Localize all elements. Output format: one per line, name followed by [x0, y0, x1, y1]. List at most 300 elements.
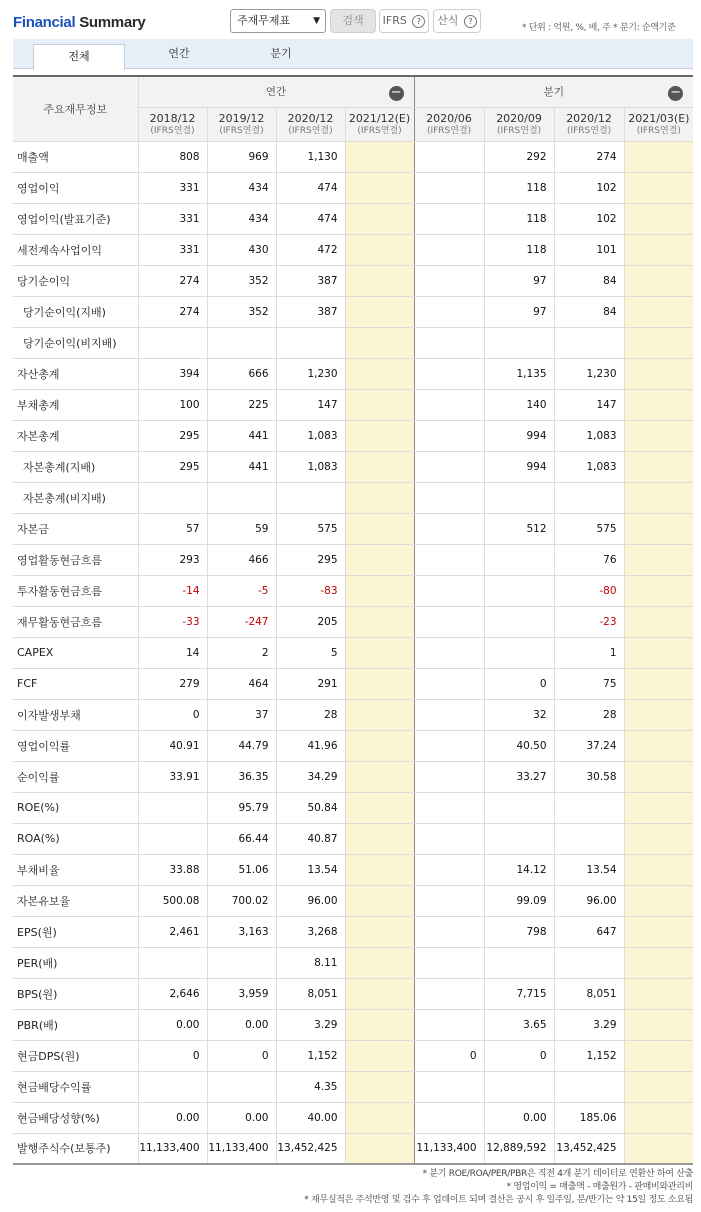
table-cell: 0 — [484, 668, 554, 699]
row-label: BPS(원) — [13, 978, 138, 1009]
row-label: ROA(%) — [13, 823, 138, 854]
row-label: 이자발생부채 — [13, 699, 138, 730]
search-button[interactable]: 검색 — [330, 9, 376, 33]
table-cell — [414, 1102, 484, 1133]
period-header — [414, 107, 484, 141]
row-label: 세전계속사업이익 — [13, 234, 138, 265]
period-header — [624, 107, 693, 141]
period-label: 2019/12 — [218, 112, 265, 125]
row-label: 순이익률 — [13, 761, 138, 792]
table-cell — [414, 389, 484, 420]
table-cell: 1,152 — [276, 1040, 345, 1071]
table-cell — [484, 947, 554, 978]
table-cell — [138, 327, 207, 358]
table-cell — [345, 1009, 414, 1040]
table-cell — [624, 451, 693, 482]
table-cell — [414, 544, 484, 575]
table-cell: 274 — [138, 265, 207, 296]
table-cell: 51.06 — [207, 854, 276, 885]
table-cell — [414, 699, 484, 730]
table-cell — [414, 172, 484, 203]
table-cell — [624, 513, 693, 544]
table-cell: 434 — [207, 203, 276, 234]
table-cell — [624, 234, 693, 265]
table-cell — [484, 792, 554, 823]
table-cell — [624, 916, 693, 947]
table-cell: 3.65 — [484, 1009, 554, 1040]
table-cell — [414, 916, 484, 947]
table-cell: 1,130 — [276, 141, 345, 172]
table-cell: 295 — [138, 420, 207, 451]
table-row — [13, 172, 693, 203]
table-cell: 0.00 — [138, 1009, 207, 1040]
table-cell: 102 — [554, 203, 624, 234]
table-cell: 34.29 — [276, 761, 345, 792]
table-cell: 50.84 — [276, 792, 345, 823]
period-basis: (IFRS연결) — [288, 126, 333, 136]
table-cell — [484, 575, 554, 606]
table-cell: 40.50 — [484, 730, 554, 761]
table-row — [13, 668, 693, 699]
table-cell — [345, 606, 414, 637]
tab-all[interactable]: 전체 — [33, 44, 125, 70]
table-cell — [138, 1071, 207, 1102]
table-cell: 14 — [138, 637, 207, 668]
table-row — [13, 265, 693, 296]
period-label: 2020/06 — [426, 112, 472, 125]
table-row — [13, 730, 693, 761]
period-header — [484, 107, 554, 141]
table-cell — [484, 637, 554, 668]
table-cell: 3,268 — [276, 916, 345, 947]
table-cell — [624, 947, 693, 978]
table-cell — [345, 141, 414, 172]
table-cell: 1,230 — [554, 358, 624, 389]
table-cell: 118 — [484, 172, 554, 203]
table-cell: 8.11 — [276, 947, 345, 978]
table-cell: 32 — [484, 699, 554, 730]
table-cell — [414, 606, 484, 637]
row-label: 매출액 — [13, 141, 138, 172]
table-cell: 37.24 — [554, 730, 624, 761]
period-label: 2021/03(E) — [628, 112, 690, 125]
row-label: 영업이익 — [13, 172, 138, 203]
table-cell — [414, 420, 484, 451]
table-cell — [414, 761, 484, 792]
table-cell: -33 — [138, 606, 207, 637]
table-cell — [345, 730, 414, 761]
row-label: CAPEX — [13, 637, 138, 668]
table-cell — [624, 575, 693, 606]
table-cell — [624, 482, 693, 513]
table-cell: 8,051 — [276, 978, 345, 1009]
table-cell: 28 — [276, 699, 345, 730]
brand-financial: Financial — [13, 14, 76, 31]
row-label: 자본총계 — [13, 420, 138, 451]
table-cell: 352 — [207, 296, 276, 327]
table-cell — [624, 1133, 693, 1164]
table-cell — [414, 513, 484, 544]
table-cell — [624, 265, 693, 296]
table-cell: 0.00 — [207, 1009, 276, 1040]
table-cell: 274 — [554, 141, 624, 172]
help-icon: ? — [412, 15, 425, 28]
period-basis: (IFRS연결) — [566, 126, 612, 136]
table-cell: 466 — [207, 544, 276, 575]
table-cell — [554, 792, 624, 823]
table-cell — [345, 451, 414, 482]
row-label: ROE(%) — [13, 792, 138, 823]
table-cell: 279 — [138, 668, 207, 699]
table-cell: 1 — [554, 637, 624, 668]
table-row — [13, 854, 693, 885]
table-cell: 99.09 — [484, 885, 554, 916]
table-cell — [414, 451, 484, 482]
footnote: * 영업이익 = 매출액 - 매출원가 - 판매비와관리비 — [506, 1182, 693, 1192]
period-basis: (IFRS연결) — [426, 126, 472, 136]
table-cell: 13,452,425 — [554, 1133, 624, 1164]
table-cell: 331 — [138, 172, 207, 203]
table-row — [13, 420, 693, 451]
table-cell: 59 — [207, 513, 276, 544]
table-cell — [414, 265, 484, 296]
table-cell — [484, 327, 554, 358]
period-header — [345, 107, 414, 141]
table-cell — [276, 482, 345, 513]
table-cell — [624, 668, 693, 699]
table-cell: -14 — [138, 575, 207, 606]
table-cell: 666 — [207, 358, 276, 389]
table-cell: 1,152 — [554, 1040, 624, 1071]
ifrs-label: IFRS — [382, 14, 407, 27]
table-cell — [624, 978, 693, 1009]
table-cell: 84 — [554, 265, 624, 296]
row-label: 발행주식수(보통주) — [13, 1133, 138, 1164]
table-cell: 352 — [207, 265, 276, 296]
period-label: 2020/09 — [496, 112, 542, 125]
quarter-group-label: 분기 — [543, 86, 564, 99]
table-cell: 205 — [276, 606, 345, 637]
period-header — [554, 107, 624, 141]
table-cell: 147 — [276, 389, 345, 420]
table-cell — [624, 358, 693, 389]
table-cell — [624, 1040, 693, 1071]
table-cell: 4.35 — [276, 1071, 345, 1102]
table-cell: 472 — [276, 234, 345, 265]
table-cell — [345, 1102, 414, 1133]
annual-group-label: 연간 — [265, 86, 287, 99]
table-row — [13, 389, 693, 420]
table-cell: 118 — [484, 203, 554, 234]
table-cell: -80 — [554, 575, 624, 606]
table-cell: 292 — [484, 141, 554, 172]
table-cell — [207, 947, 276, 978]
table-cell: 13.54 — [554, 854, 624, 885]
table-cell — [345, 699, 414, 730]
table-cell: 147 — [554, 389, 624, 420]
table-cell — [138, 823, 207, 854]
table-cell: 102 — [554, 172, 624, 203]
row-label: 자산총계 — [13, 358, 138, 389]
row-label: 현금배당성향(%) — [13, 1102, 138, 1133]
period-label: 2020/12 — [566, 112, 612, 125]
table-cell — [484, 1071, 554, 1102]
table-cell — [414, 296, 484, 327]
table-cell — [138, 947, 207, 978]
table-cell: 430 — [207, 234, 276, 265]
tab-quarterly[interactable]: 분기 — [270, 47, 292, 60]
table-cell: 394 — [138, 358, 207, 389]
table-cell — [345, 823, 414, 854]
row-label: 자본총계(비지배) — [13, 482, 138, 513]
table-cell: 40.87 — [276, 823, 345, 854]
tab-annual[interactable]: 연간 — [168, 47, 190, 60]
table-cell: 96.00 — [554, 885, 624, 916]
table-cell: 3,959 — [207, 978, 276, 1009]
table-cell: 40.00 — [276, 1102, 345, 1133]
table-cell: 95.79 — [207, 792, 276, 823]
period-basis: (IFRS연결) — [150, 126, 195, 136]
table-row — [13, 234, 693, 265]
table-cell — [345, 513, 414, 544]
annual-group-header — [138, 76, 414, 107]
table-cell — [345, 234, 414, 265]
table-cell — [414, 203, 484, 234]
table-cell: 387 — [276, 296, 345, 327]
table-cell — [624, 606, 693, 637]
table-cell — [345, 916, 414, 947]
table-cell — [414, 141, 484, 172]
table-cell — [345, 668, 414, 699]
table-cell — [345, 358, 414, 389]
period-label: 2021/12(E) — [348, 112, 411, 125]
table-row — [13, 1102, 693, 1133]
table-cell — [345, 172, 414, 203]
table-cell — [345, 265, 414, 296]
row-label: 현금DPS(원) — [13, 1040, 138, 1071]
table-cell: 500.08 — [138, 885, 207, 916]
table-cell — [414, 823, 484, 854]
table-cell: -5 — [207, 575, 276, 606]
table-cell — [484, 482, 554, 513]
table-cell — [276, 327, 345, 358]
statement-type-select[interactable] — [230, 9, 326, 33]
table-cell: 969 — [207, 141, 276, 172]
row-label: 영업이익률 — [13, 730, 138, 761]
table-cell — [345, 203, 414, 234]
table-row — [13, 296, 693, 327]
table-cell — [624, 296, 693, 327]
table-cell — [414, 668, 484, 699]
table-cell: 0.00 — [207, 1102, 276, 1133]
table-cell — [624, 327, 693, 358]
row-label: PER(배) — [13, 947, 138, 978]
table-cell: 441 — [207, 451, 276, 482]
table-cell: 33.91 — [138, 761, 207, 792]
table-cell: 2 — [207, 637, 276, 668]
row-header-label: 주요재무정보 — [13, 76, 138, 141]
financial-summary-table — [13, 75, 693, 1165]
table-cell — [345, 885, 414, 916]
table-cell: 331 — [138, 234, 207, 265]
table-row — [13, 1133, 693, 1164]
table-cell: 0 — [207, 1040, 276, 1071]
row-label: PBR(배) — [13, 1009, 138, 1040]
row-label: 당기순이익(비지배) — [13, 327, 138, 358]
table-cell: 101 — [554, 234, 624, 265]
table-cell — [414, 947, 484, 978]
table-cell — [207, 482, 276, 513]
period-label: 2020/12 — [287, 112, 334, 125]
table-cell: 798 — [484, 916, 554, 947]
table-cell: 0 — [414, 1040, 484, 1071]
table-row — [13, 761, 693, 792]
table-cell — [414, 234, 484, 265]
table-cell — [624, 885, 693, 916]
row-label: 당기순이익 — [13, 265, 138, 296]
table-cell — [345, 327, 414, 358]
period-basis: (IFRS연결) — [636, 126, 681, 136]
row-label: 자본총계(지배) — [13, 451, 138, 482]
row-label: 당기순이익(지배) — [13, 296, 138, 327]
table-cell: 295 — [138, 451, 207, 482]
table-cell: 387 — [276, 265, 345, 296]
table-cell — [414, 854, 484, 885]
table-row — [13, 1071, 693, 1102]
table-cell: 434 — [207, 172, 276, 203]
table-row — [13, 823, 693, 854]
table-cell — [624, 792, 693, 823]
row-label: 투자활동현금흐름 — [13, 575, 138, 606]
table-cell — [624, 637, 693, 668]
period-header — [138, 107, 207, 141]
table-cell — [554, 1071, 624, 1102]
units-note: * 단위 : 억원, %, 배, 주 * 분기: 순액기준 — [522, 23, 676, 33]
table-cell — [624, 761, 693, 792]
table-cell — [624, 544, 693, 575]
table-cell — [414, 327, 484, 358]
period-label: 2018/12 — [149, 112, 196, 125]
table-cell: 994 — [484, 420, 554, 451]
table-cell: -23 — [554, 606, 624, 637]
table-row — [13, 327, 693, 358]
table-cell: 1,135 — [484, 358, 554, 389]
formula-label: 산식 — [437, 14, 459, 27]
table-cell: 28 — [554, 699, 624, 730]
table-cell — [624, 141, 693, 172]
footnotes — [304, 1168, 693, 1207]
table-row — [13, 575, 693, 606]
table-cell — [414, 885, 484, 916]
table-row — [13, 358, 693, 389]
table-cell: 75 — [554, 668, 624, 699]
period-basis: (IFRS연결) — [219, 126, 264, 136]
row-label: 현금배당수익률 — [13, 1071, 138, 1102]
table-cell — [345, 637, 414, 668]
table-cell: 100 — [138, 389, 207, 420]
table-cell: 808 — [138, 141, 207, 172]
table-cell: 575 — [554, 513, 624, 544]
table-cell: 5 — [276, 637, 345, 668]
table-cell — [207, 1071, 276, 1102]
table-cell — [345, 544, 414, 575]
table-cell — [624, 699, 693, 730]
table-row — [13, 482, 693, 513]
table-cell: 274 — [138, 296, 207, 327]
table-cell: -247 — [207, 606, 276, 637]
page-title — [13, 14, 145, 31]
collapse-annual-icon[interactable]: − — [389, 86, 404, 101]
table-cell — [345, 978, 414, 1009]
period-basis: (IFRS연결) — [496, 126, 542, 136]
table-cell: 13.54 — [276, 854, 345, 885]
table-row — [13, 203, 693, 234]
period-tabs — [13, 39, 693, 69]
table-cell: 84 — [554, 296, 624, 327]
table-cell: 1,083 — [554, 420, 624, 451]
table-cell — [414, 358, 484, 389]
table-cell: 1,083 — [554, 451, 624, 482]
table-cell: 474 — [276, 203, 345, 234]
table-cell: 96.00 — [276, 885, 345, 916]
table-cell — [414, 730, 484, 761]
ifrs-help-button[interactable] — [379, 9, 429, 33]
table-cell — [624, 389, 693, 420]
table-cell: 11,133,400 — [414, 1133, 484, 1164]
table-cell — [207, 327, 276, 358]
table-row — [13, 513, 693, 544]
table-cell — [624, 172, 693, 203]
table-cell — [554, 482, 624, 513]
table-cell: -83 — [276, 575, 345, 606]
table-cell: 464 — [207, 668, 276, 699]
help-icon: ? — [464, 15, 477, 28]
table-cell — [624, 1009, 693, 1040]
row-label: 영업활동현금흐름 — [13, 544, 138, 575]
table-cell: 0.00 — [484, 1102, 554, 1133]
table-cell — [414, 575, 484, 606]
table-cell: 30.58 — [554, 761, 624, 792]
table-row — [13, 978, 693, 1009]
table-cell: 76 — [554, 544, 624, 575]
row-label: FCF — [13, 668, 138, 699]
period-basis: (IFRS연결) — [357, 126, 402, 136]
table-cell: 12,889,592 — [484, 1133, 554, 1164]
table-cell — [345, 482, 414, 513]
table-cell: 8,051 — [554, 978, 624, 1009]
formula-help-button[interactable] — [433, 9, 481, 33]
table-cell — [345, 296, 414, 327]
table-cell: 140 — [484, 389, 554, 420]
table-row — [13, 451, 693, 482]
table-cell — [414, 792, 484, 823]
table-row — [13, 1040, 693, 1071]
collapse-quarter-icon[interactable]: − — [668, 86, 683, 101]
row-label: 자본금 — [13, 513, 138, 544]
period-header — [276, 107, 345, 141]
table-cell: 994 — [484, 451, 554, 482]
table-cell: 0.00 — [138, 1102, 207, 1133]
table-cell: 97 — [484, 265, 554, 296]
table-row — [13, 792, 693, 823]
table-cell: 474 — [276, 172, 345, 203]
table-cell: 41.96 — [276, 730, 345, 761]
table-cell: 700.02 — [207, 885, 276, 916]
brand-summary: Summary — [79, 14, 146, 31]
table-cell: 647 — [554, 916, 624, 947]
table-row — [13, 637, 693, 668]
table-cell — [138, 482, 207, 513]
